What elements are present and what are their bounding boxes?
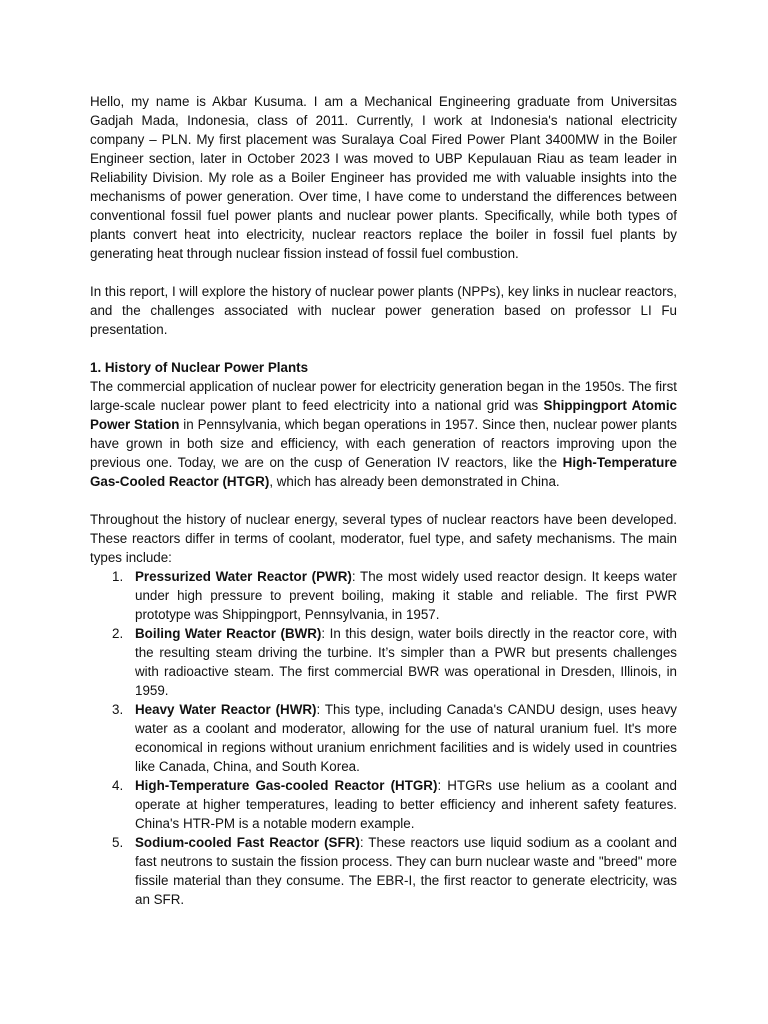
list-item-term: High-Temperature Gas-cooled Reactor (HTGR) [135,778,438,793]
document-page [90,92,677,909]
history-bold-shippingport: Shippingport Atomic Power Station [90,398,678,432]
intro-paragraph-2: In this report, I will explore the history of nuclear power plants (NPPs), key links in nuclear reactors, and the challenges associated with nuclear power generation based on professor LI Fu presentation. [90,284,677,337]
history-text-a: The commercial application of nuclear power for electricity generation began in the 1950s. The first large-scale nuclear power plant to feed electricity into a national grid was [90,379,677,413]
list-item-term: Pressurized Water Reactor (PWR) [135,569,352,584]
list-item-sfr [90,833,677,909]
list-item-text: : In this design, water boils directly in the reactor core, with the resulting steam driving the turbine. It’s simpler than a PWR but presents challenges with radioactive steam. The first commercial BWR was operational in Dresden, Illinois, in 1959. [135,626,678,698]
reactor-types-list [90,567,677,909]
history-text-e: , which has already been demonstrated in China. [269,474,560,489]
history-paragraph-1 [90,377,677,491]
paragraph-gap [90,339,677,358]
section-heading-history: 1. History of Nuclear Power Plants [90,360,309,375]
history-paragraph-2: Throughout the history of nuclear energy, several types of nuclear reactors have been developed. These reactors differ in terms of coolant, moderator, fuel type, and safety mechanisms. The main types include: [90,512,677,565]
list-item-text: : HTGRs use helium as a coolant and operate at higher temperatures, leading to better efficiency and inherent safety features. China's HTR-PM is a notable modern example. [135,778,677,831]
history-bold-htgr: High-Temperature Gas-Cooled Reactor (HTGR) [90,455,677,489]
list-item-htgr [90,776,677,833]
list-number: 1. [112,569,124,584]
list-number: 4. [112,778,124,793]
list-number: 2. [112,626,124,641]
paragraph-gap [90,263,677,282]
list-item-text: : These reactors use liquid sodium as a coolant and fast neutrons to sustain the fission process. They can burn nuclear waste and "breed" more fissile material than they consume. The EBR-I, the first reactor to generate electricity, was an SFR. [135,835,678,907]
list-item-bwr [90,624,677,700]
history-text-c: in Pennsylvania, which began operations in 1957. Since then, nuclear power plants have grown in both size and efficiency, with each generation of reactors improving upon the previous one. Today, we are on the cusp of Generation IV reactors, like the [90,417,677,470]
list-item-term: Sodium-cooled Fast Reactor (SFR) [135,835,360,850]
list-item-term: Boiling Water Reactor (BWR) [135,626,322,641]
list-item-text: : This type, including Canada's CANDU design, uses heavy water as a coolant and moderator, allowing for the use of natural uranium fuel. It's more economical in regions without uranium enrichment facilities and is widely used in countries like Canada, China, and South Korea. [135,702,677,774]
list-number: 5. [112,835,124,850]
intro-paragraph-1: Hello, my name is Akbar Kusuma. I am a Mechanical Engineering graduate from Universitas Gadjah Mada, Indonesia, class of 2011. Currently, I work at Indonesia's national electricity company – PLN. My first placement was Suralaya Coal Fired Power Plant 3400MW in the Boiler Engineer section, later in October 2023 I was moved to UBP Kepulauan Riau as team leader in Reliability Division. My role as a Boiler Engineer has provided me with valuable insights into the mechanisms of power generation. Over time, I have come to understand the differences between conventional fossil fuel power plants and nuclear power plants. Specifically, while both types of plants convert heat into electricity, nuclear reactors replace the boiler in fossil fuel plants by generating heat through nuclear fission instead of fossil fuel combustion. [90,94,677,261]
list-item-pwr [90,567,677,624]
list-number: 3. [112,702,124,717]
list-item-text: : The most widely used reactor design. It keeps water under high pressure to prevent boiling, making it stable and reliable. The first PWR prototype was Shippingport, Pennsylvania, in 1957. [135,569,677,622]
paragraph-gap [90,491,677,510]
list-item-term: Heavy Water Reactor (HWR) [135,702,317,717]
list-item-hwr [90,700,677,776]
